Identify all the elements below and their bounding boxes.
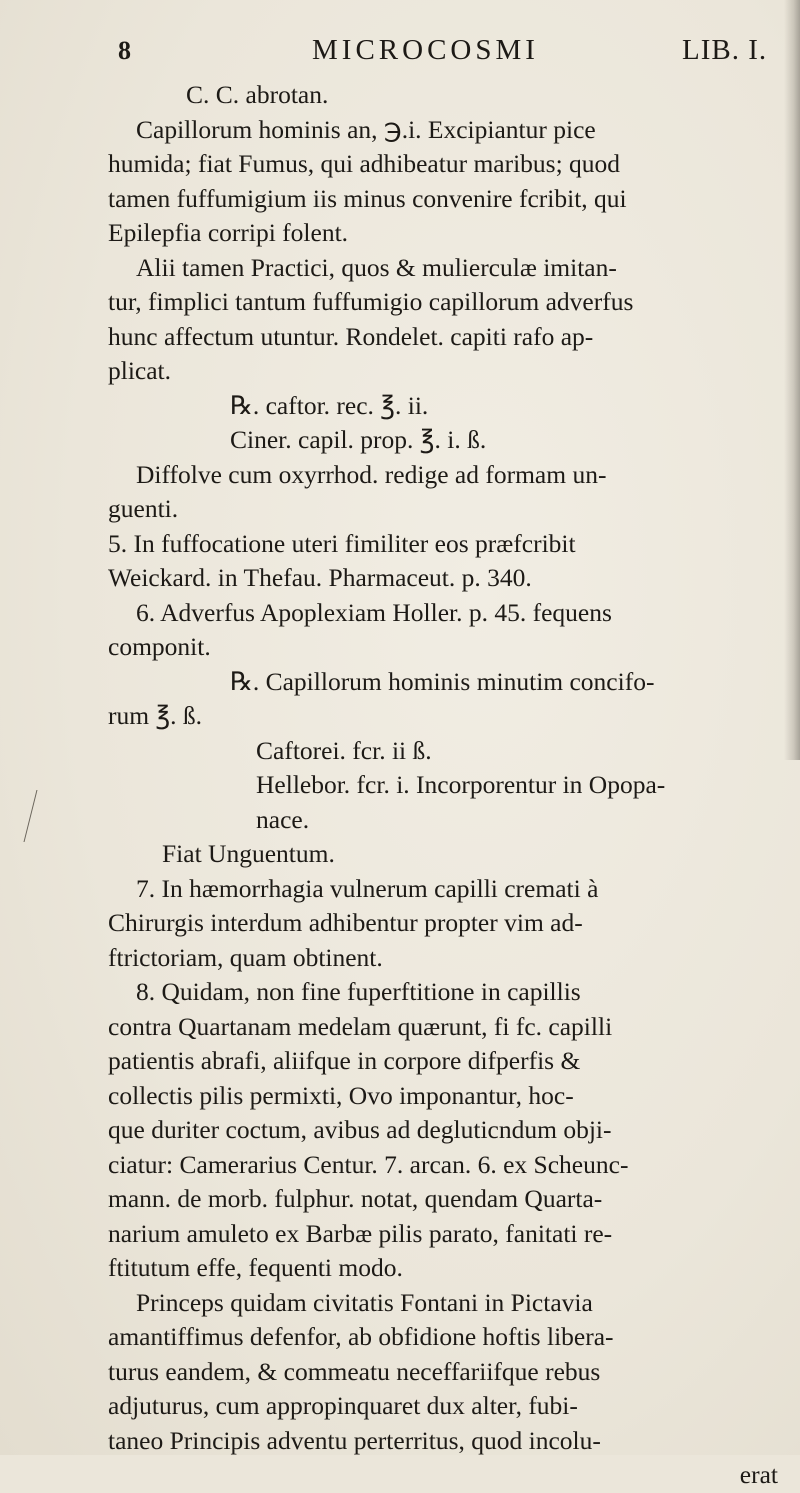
text-line: patientis abrafi, aliifque in corpore difperfis & <box>108 1046 581 1075</box>
text-line: rum ℥. ß. <box>108 701 203 730</box>
text-line: componit. <box>108 632 211 661</box>
text-line: Fiat Unguentum. <box>162 839 335 868</box>
text-line: Alii tamen Practici, quos & mulierculæ imitan- <box>136 252 617 282</box>
text-line: 7. In hæmorrhagia vulnerum capilli cremati à <box>136 873 599 903</box>
text-line: Capillorum hominis an, ℈.i. Excipiantur pice <box>136 114 596 144</box>
text-line: Chirurgis interdum adhibentur propter vim ad- <box>108 908 583 937</box>
text-line: ℞. caftor. rec. ℥. ii. <box>230 390 429 420</box>
body-text <box>108 78 790 1493</box>
text-line: taneo Principis adventu perterritus, quod incolu- <box>108 1425 601 1455</box>
text-line: plicat. <box>108 356 172 385</box>
text-line: ftrictoriam, quam obtinent. <box>108 942 383 972</box>
text-line: humida; fiat Fumus, qui adhibeatur maribus; quod <box>108 149 621 178</box>
text-line: narium amuleto ex Barbæ pilis parato, fanitati re- <box>108 1218 613 1248</box>
text-line: turus eandem, & commeatu neceffariifque rebus <box>108 1356 601 1386</box>
text-line: que duriter coctum, avibus ad degluticndum obji- <box>108 1115 612 1144</box>
text-line: guenti. <box>108 494 179 523</box>
text-line: ftitutum effe, fequenti modo. <box>108 1253 403 1282</box>
text-line: Hellebor. fcr. i. Incorporentur in Opopa- <box>256 770 666 799</box>
text-line: 5. In fuffocatione uteri fimiliter eos præfcribit <box>108 528 576 558</box>
text-line: Ciner. capil. prop. ℥. i. ß. <box>230 425 487 454</box>
text-line: erat <box>739 1460 778 1489</box>
running-header <box>110 30 790 74</box>
text-line: ciatur: Camerarius Centur. 7. arcan. 6. ex Scheunc- <box>108 1149 629 1179</box>
text-line: 6. Adverfus Apoplexiam Holler. p. 45. fequens <box>136 597 612 627</box>
text-line: Princeps quidam civitatis Fontani in Pictavia <box>136 1287 593 1317</box>
margin-mark <box>24 790 50 842</box>
text-line: nace. <box>256 804 310 834</box>
text-line: amantiffimus defenfor, ab obfidione hoftis libera- <box>108 1322 614 1351</box>
page-number: 8 <box>118 36 131 65</box>
text-line: ℞. Capillorum hominis minutim concifo- <box>230 666 655 696</box>
text-line: adjuturus, cum appropinquaret dux alter, fubi- <box>108 1391 578 1420</box>
running-title: MICROCOSMI <box>312 34 539 66</box>
text-line: Diffolve cum oxyrrhod. redige ad formam un- <box>136 459 607 489</box>
text-line: 8. Quidam, non fine fuperftitione in capillis <box>136 977 581 1006</box>
text-line: tur, fimplici tantum fuffumigio capillorum adverfus <box>108 287 634 316</box>
text-line: collectis pilis permixti, Ovo imponantur, hoc- <box>108 1080 574 1110</box>
text-line: Caftorei. fcr. ii ß. <box>256 735 432 765</box>
book-number: LIB. I. <box>682 34 768 66</box>
text-line: Weickard. in Thefau. Pharmaceut. p. 340. <box>108 563 532 592</box>
text-line: C. C. abrotan. <box>186 80 329 109</box>
text-line: Epilepfia corripi folent. <box>108 218 349 247</box>
text-line: tamen fuffumigium iis minus convenire fcribit, qui <box>108 183 627 213</box>
text-line: hunc affectum utuntur. Rondelet. capiti rafo ap- <box>108 321 594 351</box>
text-line: contra Quartanam medelam quærunt, fi fc. capilli <box>108 1011 613 1041</box>
text-line: mann. de morb. fulphur. notat, quendam Quarta- <box>108 1184 603 1213</box>
